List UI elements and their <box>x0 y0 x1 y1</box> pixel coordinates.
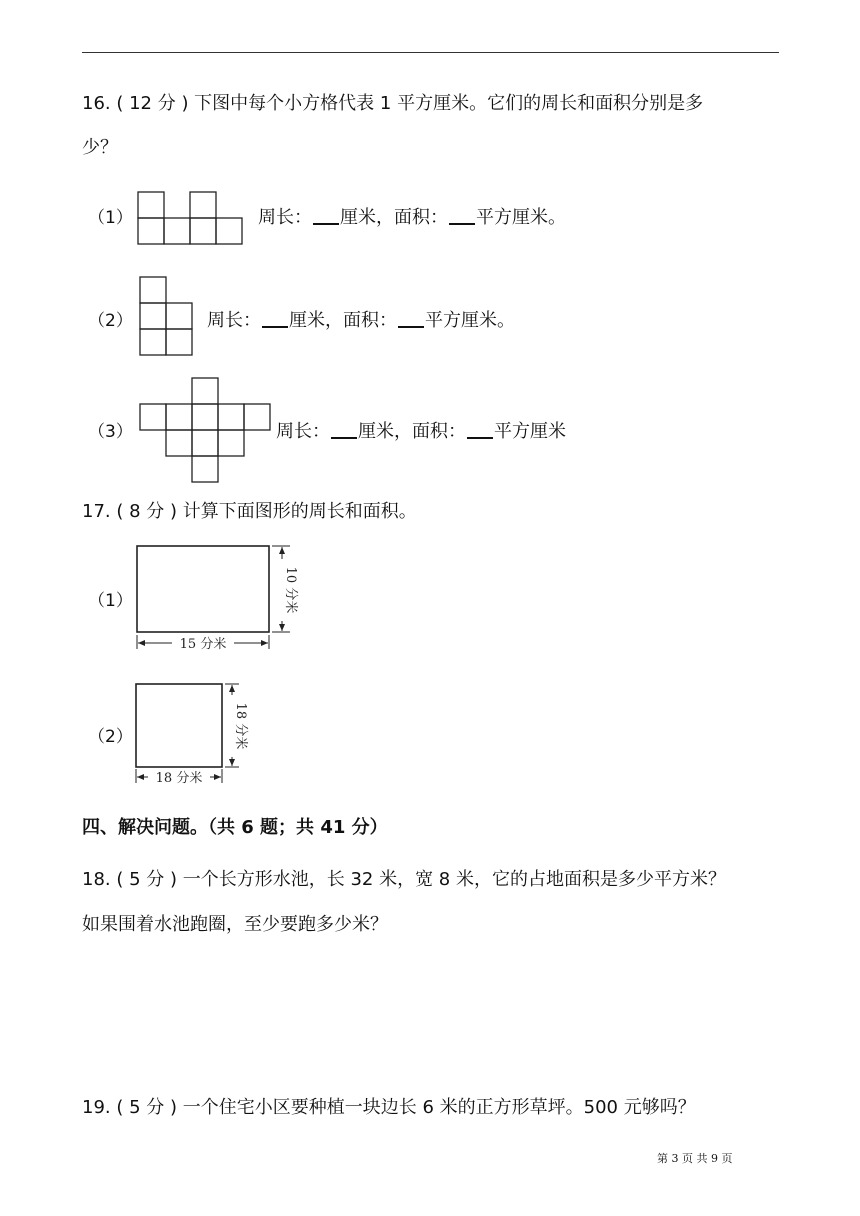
page-footer: 第 3 页 共 9 页 <box>657 1152 733 1165</box>
q16-item3-answer <box>276 421 566 443</box>
q16-item1-answer <box>258 207 566 229</box>
perimeter-blank[interactable] <box>262 310 288 328</box>
perimeter-label: 周长： <box>258 207 312 228</box>
q17-item1-label: （1） <box>88 591 133 611</box>
area-blank[interactable] <box>449 207 475 225</box>
perimeter-label: 周长： <box>276 421 330 442</box>
perimeter-blank[interactable] <box>331 421 357 439</box>
q17-rectangle-figure <box>134 543 298 658</box>
perimeter-blank[interactable] <box>313 207 339 225</box>
q17-text-line1: 17. ( 8 分 ) 计算下面图形的周长和面积。 <box>82 501 417 522</box>
q16-item1-label: （1） <box>88 208 133 228</box>
area-blank[interactable] <box>467 421 493 439</box>
q16-text-line2: 少？ <box>82 137 118 158</box>
q17-item2-width-label: 18 分米 <box>155 771 203 786</box>
unit-label: 平方厘米 <box>494 421 566 442</box>
q16-item2-answer <box>207 310 515 332</box>
q16-figure1-grid <box>138 192 244 244</box>
area-label: 厘米，面积： <box>358 421 466 442</box>
section-title: 四、解决问题。（共 6 题；共 41 分） <box>82 817 388 838</box>
unit-label: 平方厘米。 <box>425 310 515 331</box>
q16-figure3-grid <box>140 378 272 482</box>
q17-square-figure <box>133 681 248 789</box>
q16-item3-label: （3） <box>88 422 133 442</box>
q17-item1-width-label: 15 分米 <box>179 637 227 652</box>
unit-label: 平方厘米。 <box>476 207 566 228</box>
area-label: 厘米，面积： <box>289 310 397 331</box>
area-blank[interactable] <box>398 310 424 328</box>
perimeter-label: 周长： <box>207 310 261 331</box>
area-label: 厘米，面积： <box>340 207 448 228</box>
q19-text-line1: 19. ( 5 分 ) 一个住宅小区要种植一块边长 6 米的正方形草坪。500 元够吗？ <box>82 1097 696 1118</box>
header-rule <box>82 52 779 53</box>
q16-item2-label: （2） <box>88 311 133 331</box>
q16-text-line1: 16. ( 12 分 ) 下图中每个小方格代表 1 平方厘米。它们的周长和面积分别是多 <box>82 93 704 114</box>
q17-item2-label: （2） <box>88 727 133 747</box>
q16-figure2-grid <box>140 277 194 355</box>
q17-item2-height-label: 18 分米 <box>233 702 248 750</box>
q17-item1-height-label: 10 分米 <box>283 566 298 614</box>
q18-text-line2: 如果围着水池跑圈，至少要跑多少米？ <box>82 914 388 935</box>
q18-text-line1: 18. ( 5 分 ) 一个长方形水池，长 32 米，宽 8 米，它的占地面积是多少平方米？ <box>82 869 726 890</box>
